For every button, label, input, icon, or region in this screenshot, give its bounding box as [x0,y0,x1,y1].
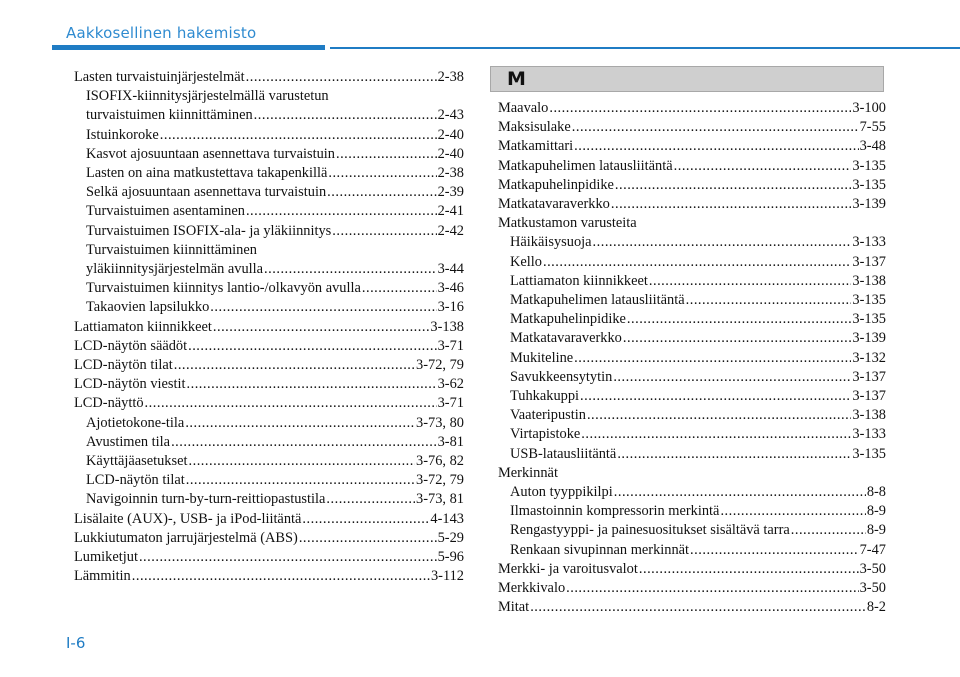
index-subentry [74,202,464,221]
index-subentry [498,445,886,464]
index-entry-page: 3-71 [437,337,464,354]
index-entry-page: 3-72, 79 [416,472,464,489]
index-entry-text: Auton tyyppikilpi [510,484,613,501]
index-entry-text: turvaistuimen kiinnittäminen [86,107,253,124]
index-subentry [498,253,886,272]
dot-leader [623,329,852,348]
index-entry-page: 8-9 [866,503,886,520]
index-entry-text: Matkapuhelimen latausliitäntä [498,157,673,174]
index-subentry [498,483,886,502]
index-entry [498,560,886,579]
index-subentry [74,490,464,509]
dot-leader [362,279,437,298]
section-letter-box [490,66,884,92]
index-subentry [498,368,886,387]
index-entry-text: Turvaistuimen kiinnitys lantio-/olkavyön avulla [86,280,361,297]
index-entry [74,529,464,548]
index-entry-page: 3-135 [852,176,886,193]
index-heading-line: ISOFIX-kiinnitysjärjestelmällä varustetun [86,88,329,105]
dot-leader [530,598,866,617]
index-subentry [498,387,886,406]
index-entry-text: Lattiamaton kiinnikkeet [510,272,648,289]
index-subentry [498,502,886,521]
index-entry-page: 2-39 [437,184,464,201]
dot-leader [613,368,851,387]
index-entry-text: Ajotietokone-tila [86,414,185,431]
index-subentry [74,183,464,202]
index-entry-page: 8-2 [866,599,886,616]
left-index-column [74,68,464,586]
index-entry-text: Istuinkoroke [86,126,159,143]
index-entry-page: 3-137 [852,388,886,405]
index-entry-text: Matkapuhelinpidike [498,176,614,193]
dot-leader [615,176,852,195]
index-entry-page: 3-73, 81 [416,491,464,508]
index-entry-page: 3-135 [852,445,886,462]
index-entry-text: Maavalo [498,100,549,116]
dot-leader [171,433,437,452]
dot-leader [791,521,866,540]
dot-leader [614,483,866,502]
dot-leader [574,137,858,156]
index-entry-page: 2-42 [437,222,464,239]
index-entry-page: 2-43 [437,107,464,124]
index-entry-text: LCD-näytön tilat [74,357,173,374]
dot-leader [580,387,851,406]
index-entry [498,99,886,118]
index-entry-page: 7-55 [859,119,886,136]
dot-leader [566,579,858,598]
index-entry-page: 3-100 [852,100,886,116]
index-entry [74,548,464,567]
index-entry-page: 3-46 [437,280,464,297]
index-subentry [74,164,464,183]
index-entry-page: 3-138 [430,318,464,335]
index-entry-page: 3-139 [852,196,886,213]
index-entry-text: Renkaan sivupinnan merkinnät [510,541,690,558]
dot-leader [543,253,851,272]
index-entry [74,68,464,87]
dot-leader [587,406,851,425]
index-heading-line: Matkustamon varusteita [498,215,637,232]
index-entry-text: yläkiinnitysjärjestelmän avulla [86,261,264,278]
index-entry-text: Lattiamaton kiinnikkeet [74,318,212,335]
index-entry-text: Kello [510,253,542,270]
dot-leader [336,145,437,164]
dot-leader [246,202,437,221]
index-subentry [74,414,464,433]
dot-leader [160,126,437,145]
index-entry-page: 3-48 [859,138,886,155]
index-entry-page: 3-132 [852,349,886,366]
index-entry-text: LCD-näytön tilat [86,472,185,489]
dot-leader [302,510,429,529]
index-entry-text: LCD-näytön säädöt [74,337,188,354]
dot-leader [549,99,851,118]
index-heading-line: Turvaistuimen kiinnittäminen [86,241,257,258]
index-entry-page: 3-72, 79 [416,357,464,374]
index-entry-text: Mitat [498,599,530,616]
index-entry-text: Mukiteline [510,349,574,366]
index-entry-page: 7-47 [859,541,886,558]
index-entry [498,598,886,617]
dot-leader [649,272,852,291]
index-subentry [498,272,886,291]
index-entry [498,157,886,176]
index-entry-text: LCD-näyttö [74,395,144,412]
dot-leader [185,414,415,433]
index-entry-page: 3-135 [852,157,886,174]
index-entry [74,510,464,529]
dot-leader [210,298,436,317]
index-entry-text: Rengastyyppi- ja painesuositukset sisältävä tarra [510,522,790,539]
index-header-title: Aakkosellinen hakemisto [66,24,257,42]
index-entry-text: Vaateripustin [510,407,586,424]
index-entry-page: 3-71 [437,395,464,412]
index-subentry [74,260,464,279]
index-subentry [498,310,886,329]
section-letter: M [507,68,526,90]
index-entry-text: USB-latausliitäntä [510,445,617,462]
page-number: I-6 [66,634,86,652]
index-entry-text: Matkapuhelinpidike [510,311,626,328]
index-subentry [498,541,886,560]
index-heading-line: Merkinnät [498,464,558,481]
index-entry-text: Avustimen tila [86,433,171,450]
index-entry-page: 3-50 [859,560,886,577]
index-entry-page: 3-62 [437,376,464,393]
dot-leader [327,183,436,202]
dot-leader [188,337,437,356]
index-entry-text: Turvaistuimen ISOFIX-ala- ja yläkiinnitys [86,222,332,239]
dot-leader [187,375,437,394]
dot-leader [213,318,430,337]
index-entry [498,579,886,598]
index-entry-text: Matkatavaraverkko [510,330,622,347]
index-entry-text: Lämmitin [74,568,131,585]
index-entry-text: LCD-näytön viestit [74,376,186,393]
index-entry-text: Matkatavaraverkko [498,196,610,213]
index-entry-page: 3-50 [859,580,886,597]
index-subentry [498,329,886,348]
index-subentry [498,425,886,444]
index-entry-text: Maksisulake [498,119,571,136]
index-entry-text: Navigoinnin turn-by-turn-reittiopastustila [86,491,326,508]
dot-leader [686,291,852,310]
dot-leader [326,490,415,509]
index-subentry [498,521,886,540]
dot-leader [132,567,430,586]
index-subentry [74,433,464,452]
index-entry [498,195,886,214]
dot-leader [189,452,416,471]
index-entry-text: Merkki- ja varoitusvalot [498,560,638,577]
index-subentry [74,279,464,298]
index-entry [74,375,464,394]
dot-leader [332,222,436,241]
index-entry-page: 3-138 [852,272,886,289]
dot-leader [574,349,851,368]
dot-leader [690,541,859,560]
index-entry [74,356,464,375]
index-entry-page: 8-8 [866,484,886,501]
index-entry-page: 2-41 [437,203,464,220]
index-entry [498,176,886,195]
index-entry [74,567,464,586]
index-subentry [74,471,464,490]
index-entry-page: 3-44 [437,261,464,278]
index-entry-text: Käyttäjäasetukset [86,453,188,470]
index-entry-text: Savukkeensytytin [510,368,613,385]
index-entry-page: 5-96 [437,549,464,566]
index-entry-page: 2-40 [437,145,464,162]
index-subentry [74,298,464,317]
index-entry-page: 4-143 [430,510,464,527]
index-subentry [498,349,886,368]
dot-leader [246,68,437,87]
index-subentry [74,106,464,125]
index-entry-text: Turvaistuimen asentaminen [86,203,245,220]
dot-leader [145,394,437,413]
index-entry [74,318,464,337]
index-subentry [74,145,464,164]
index-entry-page: 3-73, 80 [416,414,464,431]
index-subentry [74,452,464,471]
index-entry-page: 2-38 [437,165,464,182]
index-entry-text: Tuhkakuppi [510,388,580,405]
index-entry-page: 3-137 [852,253,886,270]
index-entry-text: Ilmastoinnin kompressorin merkintä [510,503,720,520]
dot-leader [639,560,859,579]
index-entry-text: Matkamittari [498,138,574,155]
dot-leader [611,195,852,214]
index-entry-page: 3-135 [852,311,886,328]
index-entry-text: Lasten turvaistuinjärjestelmät [74,69,245,85]
index-entry-text: Takaovien lapsilukko [86,299,210,316]
index-entry-page: 3-138 [852,407,886,424]
index-subentry [498,233,886,252]
dot-leader [627,310,852,329]
index-entry-page: 3-135 [852,292,886,309]
dot-leader [299,529,437,548]
dot-leader [581,425,851,444]
index-entry-page: 3-16 [437,299,464,316]
dot-leader [593,233,852,252]
index-entry-page: 3-133 [852,426,886,443]
header-rule-line [330,47,960,49]
index-entry-page: 3-81 [437,433,464,450]
index-subentry [74,126,464,145]
index-entry-text: Virtapistoke [510,426,581,443]
dot-leader [328,164,436,183]
dot-leader [674,157,852,176]
index-entry-page: 2-40 [437,126,464,143]
index-entry-text: Matkapuhelimen latausliitäntä [510,292,685,309]
index-entry-text: Häikäisysuoja [510,234,592,251]
index-subentry [74,222,464,241]
index-entry-page: 3-76, 82 [416,453,464,470]
index-entry-page: 3-137 [852,368,886,385]
dot-leader [174,356,415,375]
index-entry [74,394,464,413]
dot-leader [186,471,415,490]
index-entry-page: 3-139 [852,330,886,347]
dot-leader [139,548,437,567]
dot-leader [720,502,865,521]
index-entry-text: Merkkivalo [498,580,566,597]
index-entry-text: Lukkiutumaton jarrujärjestelmä (ABS) [74,529,298,546]
index-entry-page: 3-133 [852,234,886,251]
index-entry [74,337,464,356]
index-entry-page: 2-38 [437,69,464,85]
index-subentry [498,406,886,425]
index-entry-page: 5-29 [437,529,464,546]
header-accent-bar [52,45,325,50]
index-entry [498,137,886,156]
dot-leader [264,260,437,279]
index-entry-text: Kasvot ajosuuntaan asennettava turvaistuin [86,145,335,162]
index-entry [498,118,886,137]
dot-leader [254,106,437,125]
index-entry-text: Selkä ajosuuntaan asennettava turvaistuin [86,184,327,201]
index-entry-text: Lumiketjut [74,549,138,566]
dot-leader [572,118,859,137]
dot-leader [617,445,851,464]
right-index-column [498,99,886,617]
index-entry-page: 3-112 [430,568,464,585]
index-entry-page: 8-9 [866,522,886,539]
index-entry-text: Lisälaite (AUX)-, USB- ja iPod-liitäntä [74,510,302,527]
index-subentry [498,291,886,310]
index-entry-text: Lasten on aina matkustettava takapenkillä [86,165,328,182]
